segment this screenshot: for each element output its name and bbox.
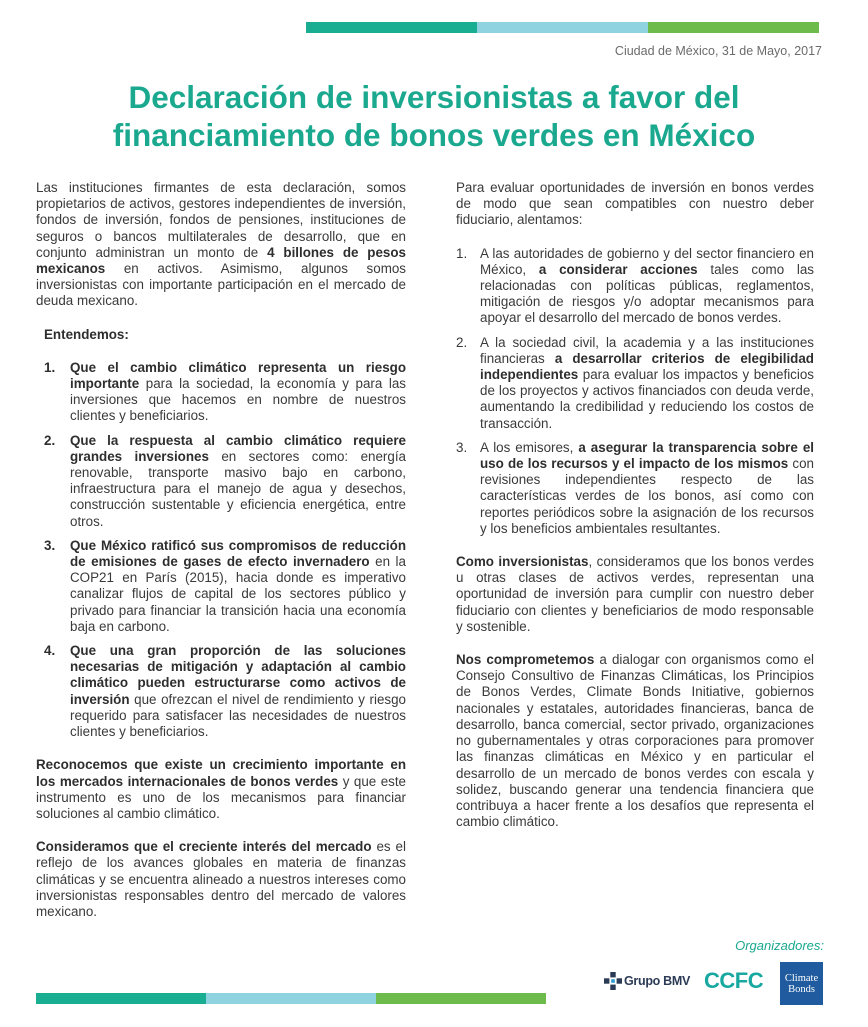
entendemos-list <box>44 360 406 740</box>
ccfc-logo: CCFC <box>704 968 764 993</box>
grupo-bmv-logo: Grupo BMV <box>604 972 690 990</box>
top-color-stripe <box>306 22 819 33</box>
list-item: 3. A los emisores, a asegurar la transparencia sobre el uso de los recursos y el impacto de los mismos con revisiones independientes respecto de las características verdes de los bonos, así como con reportes periódicos sobre la asignación de los recursos y los beneficios ambientales resultantes. <box>456 439 815 536</box>
page-title <box>20 78 848 154</box>
section-heading-entendemos: Entendemos: <box>44 326 129 342</box>
list-item: 2. Que la respuesta al cambio climático requiere grandes inversiones en sectores como: energía renovable, transporte masivo bajo en carbono, infraestructura para el manejo de agua y desechos, construcción sustentable y eficiencia energética, entre otros. <box>44 432 406 529</box>
alentamos-list <box>456 246 814 537</box>
consideramos-paragraph: Consideramos que el creciente interés del mercado es el reflejo de los avances globales en materia de finanzas climáticas y se encuentra alineado a nuestros intereses como inversionistas responsables dentro del mercado de valores mexicano. <box>36 839 406 919</box>
climate-bonds-logo: Climate Bonds <box>780 962 823 1005</box>
organizer-logos <box>604 960 824 1006</box>
como-inversionistas-paragraph: Como inversionistas, consideramos que los bonos verdes u otras clases de activos verdes, representan una oportunidad de inversión para cumplir con nuestro deber fiduciario con clientes y beneficiarios de modo responsable y sostenible. <box>456 554 814 634</box>
bmv-mark-icon <box>604 972 622 990</box>
list-item: 4. Que una gran proporción de las soluciones necesarias de mitigación y adaptación al cambio climático pueden estructurarse como activos de inversión que ofrezcan el nivel de rendimiento y riesgo requerido para satisfacer las necesidades de nuestros clientes y beneficiarios. <box>44 643 406 740</box>
alentamos-intro: Para evaluar oportunidades de inversión en bonos verdes de modo que sean compatibles con nuestro deber fiduciario, alentamos: <box>456 180 814 228</box>
document-date: Ciudad de México, 31 de Mayo, 2017 <box>614 44 822 58</box>
right-column <box>456 180 814 847</box>
nos-comprometemos-paragraph: Nos comprometemos a dialogar con organismos como el Consejo Consultivo de Finanzas Climáticas, los Principios de Bonos Verdes, Climate Bonds Initiative, gobiernos nacionales y estatales, autoridades financieras, banca de desarrollo, banca comercial, sector privado, organizaciones no gubernamentales y otras corporaciones para promover las finanzas climáticas en México y en particular el desarrollo de un mercado de bonos verdes con escala y solidez, buscando generar una tendencia financiera que contribuya a hacer frente a los desafíos que representa el cambio climático. <box>456 652 815 830</box>
organizers-label: Organizadores: <box>735 938 824 953</box>
list-item: 1. A las autoridades de gobierno y del sector financiero en México, a considerar acciones tales como las relacionadas con políticas públicas, reglamentos, mitigación de riesgos y/o adoptar mecanismos para apoyar el desarrollo del mercado de bonos verdes. <box>456 245 815 326</box>
list-item: 1. Que el cambio climático representa un riesgo importante para la sociedad, la economía y para las inversiones que hacemos en nombre de nuestros clientes y beneficiarios. <box>44 359 406 424</box>
title-line-1: Declaración de inversionistas a favor del <box>128 79 740 115</box>
reconocemos-paragraph: Reconocemos que existe un crecimiento importante en los mercados internacionales de bonos verdes y que este instrumento es uno de los mecanismos para financiar soluciones al cambio climático. <box>36 757 407 821</box>
list-item: 2. A la sociedad civil, la academia y a las instituciones financieras a desarrollar criterios de elegibilidad independientes para evaluar los impactos y beneficios de los proyectos y activos financiados con deuda verde, aumentando la credibilidad y reduciendo los costos de transacción. <box>456 334 814 431</box>
bottom-color-stripe <box>36 993 546 1004</box>
intro-paragraph: Las instituciones firmantes de esta declaración, somos propietarios de activos, gestores independientes de inversión, fondos de inversión, fondos de pensiones, instituciones de seguros o bancos multilaterales de desarrollo, que en conjunto administran un monto de 4 billones de pesos mexicanos en activos. Asimismo, algunos somos inversionistas con importante participación en el mercado de deuda mexicano. <box>36 180 407 309</box>
left-column <box>36 180 406 937</box>
title-line-2: financiamiento de bonos verdes en México <box>112 117 756 153</box>
list-item: 3. Que México ratificó sus compromisos de reducción de emisiones de gases de efecto invernadero en la COP21 en París (2015), hacia donde es imperativo canalizar flujos de capital de los sectores público y privado para financiar la transición hacia una economía baja en carbono. <box>44 537 406 634</box>
